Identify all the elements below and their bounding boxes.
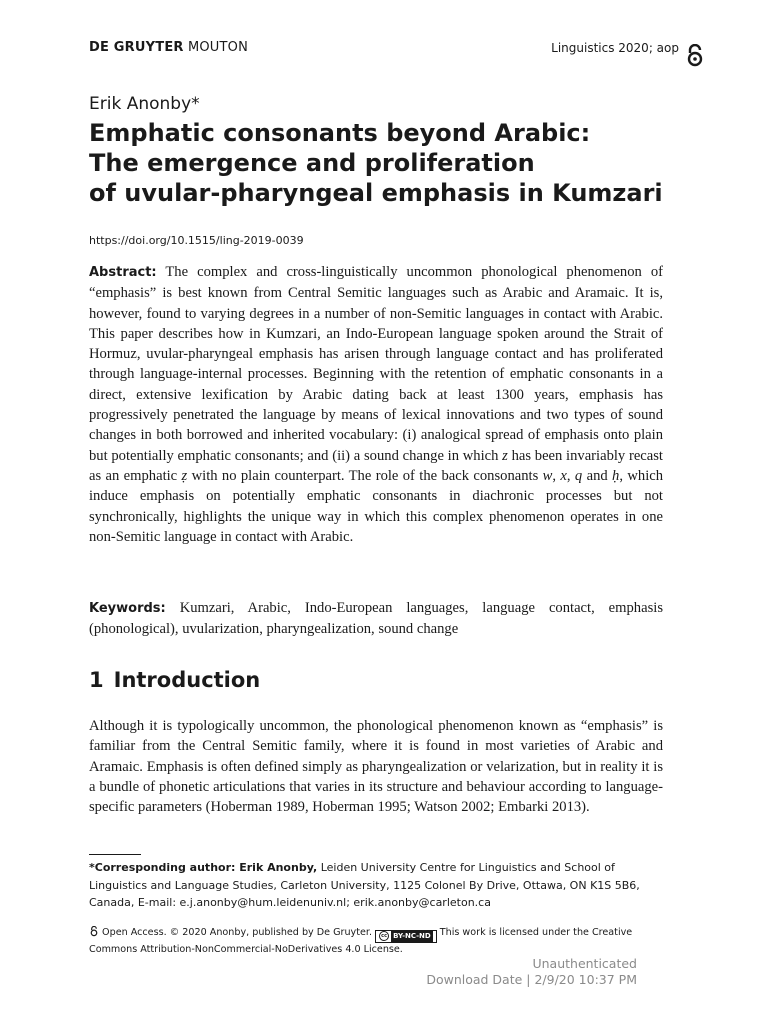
title-line: of uvular-pharyngeal emphasis in Kumzari — [89, 179, 663, 207]
footnote-label: *Corresponding author: Erik Anonby, — [89, 861, 318, 874]
abstract-text: with no plain counterpart. The role of the back consonants — [187, 467, 543, 484]
title-line: The emergence and proliferation — [89, 149, 535, 177]
download-watermark — [426, 956, 637, 988]
watermark-line: Download Date | 2/9/20 10:37 PM — [426, 972, 637, 987]
article-title — [89, 118, 709, 208]
abstract-text: and — [582, 467, 613, 484]
license-note — [89, 926, 663, 957]
keywords-text: Kumzari, Arabic, Indo-European languages, language contact, emphasis (phonological), uvularization, pharyngealization, sound change — [89, 600, 663, 637]
publisher-name-bold: DE GRUYTER — [89, 40, 184, 55]
license-text: Open Access. © 2020 Anonby, published by De Gruyter. — [99, 927, 373, 938]
abstract-term: ẓ — [181, 467, 188, 484]
watermark-line: Unauthenticated — [532, 956, 637, 971]
cc-badge-text: BY-NC-ND — [393, 931, 431, 940]
abstract-text: , — [566, 467, 575, 484]
open-access-icon — [686, 44, 704, 68]
abstract-text: The complex and cross-linguistically uncommon phonological phenomenon of “emphasis” is best known from Central Semitic languages such as Arabic and Aramaic. It is, however, found to varying degrees in a number of non-Semitic languages in contact with Arabic. This paper describes how in Kumzari, an Indo-European language spoken around the Strait of Hormuz, uvular-pharyngeal emphasis has arisen through language contact and has proliferated through language-internal processes. Beginning with the retention of emphatic consonants in a direct, extensive lexification by Arabic dating back at least 1300 years, emphasis has progressively penetrated the language by means of lexical innovations and two types of sound changes in both borrowed and inherited vocabulary: (i) analogical spread of emphasis onto plain but potentially emphatic consonants; and (ii) a sound change in which — [89, 264, 663, 464]
keywords-label: Keywords: — [89, 601, 166, 616]
publisher-name — [89, 40, 248, 55]
doi-link[interactable]: https://doi.org/10.1515/ling-2019-0039 — [89, 234, 304, 247]
publisher-name-rest: MOUTON — [183, 40, 249, 55]
abstract-text: , which induce emphasis on potentially emphatic consonants in diachronic processes but not synchronically, highlights the unique way in which this complex phenomenon operates in one non-Semitic language in contact with Arabic. — [89, 467, 664, 545]
author-name: Erik Anonby* — [89, 94, 200, 114]
abstract-term: w — [542, 467, 553, 484]
abstract-term: x — [560, 467, 567, 484]
title-line: Emphatic consonants beyond Arabic: — [89, 119, 591, 147]
keywords — [89, 598, 663, 640]
running-header — [89, 40, 679, 60]
open-access-small-icon — [89, 926, 99, 937]
abstract-term: z — [502, 447, 508, 464]
section-number: 1 — [89, 668, 104, 692]
abstract-term: ḥ — [612, 467, 620, 484]
cc-icon: cc — [379, 931, 389, 941]
section-heading — [89, 668, 260, 692]
journal-citation: Linguistics 2020; aop — [551, 41, 679, 55]
section-title: Introduction — [113, 668, 261, 692]
footnote-text: Leiden University Centre for Linguistics and School of Linguistics and Language Studies, Carleton University, 1125 Colonel By Drive, Ottawa, ON K1S 5B6, Canada, E-mail: e.j.anonby@hum.leidenuniv.nl; erik.anonby@carleton.ca — [89, 861, 640, 909]
footnote-rule — [89, 854, 141, 855]
footnote — [89, 859, 663, 912]
abstract-label: Abstract: — [89, 265, 157, 280]
abstract-term: q — [574, 467, 583, 484]
abstract-text: has been invariably recast as an emphatic — [89, 447, 663, 484]
license-text: This work is licensed under the Creative Commons Attribution-NonCommercial-NoDerivatives 4.0 License. — [89, 927, 633, 955]
cc-license-badge[interactable] — [375, 930, 437, 943]
intro-paragraph: Although it is typologically uncommon, the phonological phenomenon known as “emphasis” is familiar from the Central Semitic family, where it is found in most varieties of Arabic and Aramaic. Emphasis is often defined simply as pharyngealization or velarization, but in reality it is a bundle of phonetic articulations that varies in its structure and behaviour according to language-specific parameters (Hoberman 1989, Hoberman 1995; Watson 2002; Embarki 2013). — [89, 718, 663, 816]
abstract — [89, 262, 663, 547]
abstract-text: , — [552, 467, 561, 484]
